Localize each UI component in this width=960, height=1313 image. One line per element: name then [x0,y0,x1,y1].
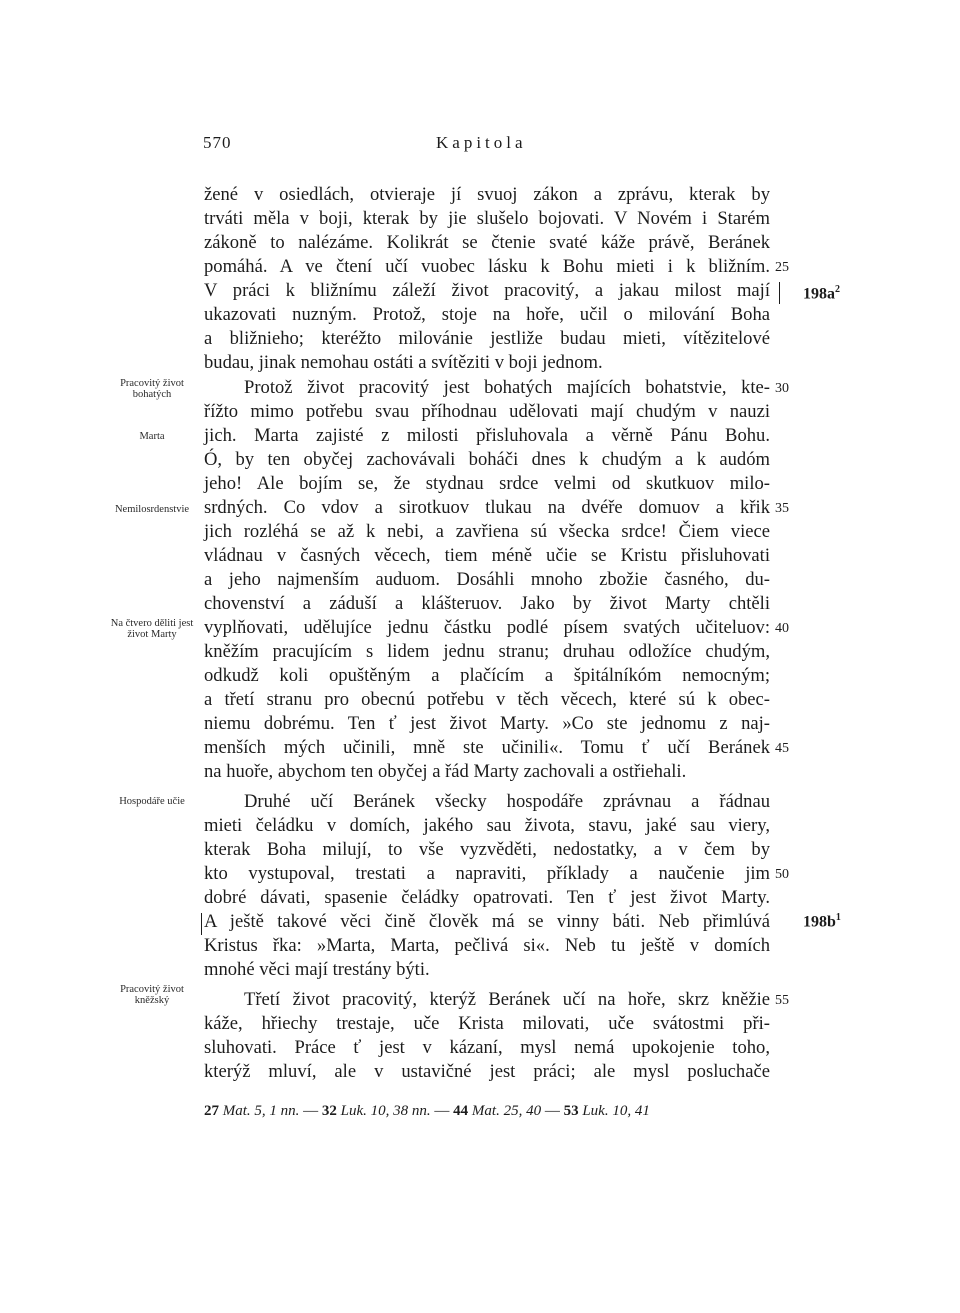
text-line: jich rozléhá se až k nebi, a zavřiena sú všecka srdce! Čiem viece [204,521,770,542]
text-line: A ještě takové věci čině člověk má se vinny báti. Neb přimlúvá [204,911,770,932]
line-number: 35 [775,501,789,516]
margin-note: Marta [139,431,165,442]
text-line: vyplňovati, udělujíce jednu částku podlé písem svatých učiteluov: [204,617,770,638]
margin-note: Nemilosrdenstvie [114,504,190,515]
margin-note: Na čtvero děliti jest život Marty [110,618,194,640]
text-line: menších mých učinili, mně ste učinili«. Tomu ť učí Beránek [204,737,770,758]
text-line: jich. Marta zajisté z milosti přisluhovala a věrně Pánu Bohu. [204,425,770,446]
footnote-ref: Luk. 10, 41 [582,1103,650,1119]
folio-sup: 2 [835,284,840,295]
text-line: dobré dávati, spasenie čeládky opatrovati. Ten ť jest život Marty. [204,887,770,908]
text-line: vládnau v časných věcech, tiem méně učie se Kristu přisluhovati [204,545,770,566]
page-number: 570 [203,133,232,152]
text-line: Protož život pracovitý jest bohatých majících bohatstvie, kte- [244,377,770,398]
text-line: pomáhá. A ve čtení učí vuobec lásku k Bohu mieti i k bližním. [204,256,770,277]
text-line: kto vystupoval, trestati a napraviti, příklady a naučenie jim [204,863,770,884]
text-line: zákoně to nalézáme. Kolikrát se čtenie svaté káže právě, Beránek [204,232,770,253]
footnote-ref: Mat. 25, 40 [471,1103,542,1119]
folio-sup: 1 [835,912,841,923]
text-line: mieti čeládku v domích, jakého sau života, stavu, jaké sau viery, [204,815,770,836]
text-line: kterak Boha milují, to vše vyzvěděti, nedostatky, a v čem by [204,839,770,860]
line-number: 25 [775,260,789,275]
footnote-ref: Luk. 10, 38 nn. [340,1103,431,1119]
text-line: Třetí život pracovitý, kterýž Beránek učí na hoře, skrz kněžie [244,989,770,1010]
footnote-number: 32 [321,1103,337,1119]
footnotes: 27 Mat. 5, 1 nn. — 32 Luk. 10, 38 nn. — 44 Mat. 25, 40 — 53 Luk. 10, 41 [204,1103,650,1119]
text-line: budau, jinak nemohau ostáti a svítěziti v boji jednom. [204,352,603,373]
folio-main: 198a [803,285,835,303]
text-line: jeho! Ale bojím se, že stydnau srdce velmi od skutkuov milo- [204,473,770,494]
footnote-number: 27 [204,1103,219,1119]
text-line: odkudž koli opuštěným a plačícím a špitálníkóm nemocným; [204,665,770,686]
text-line: Druhé učí Beránek všecky hospodáře zprávnau a řádnau [244,791,770,812]
text-line: Kristus řka: »Marta, Marta, pečlivá si«. Neb tu ještě v domích [204,935,770,956]
folio-marker [803,912,841,931]
line-number: 45 [775,741,789,756]
footnote-ref: Mat. 5, 1 nn. [222,1103,300,1119]
text-line: mnohé věci mají trestány býti. [204,959,430,980]
text-line: kterýž mluví, ale v ustavičné jest práci; ale mysl posluchače [204,1061,770,1082]
line-number: 55 [775,993,789,1008]
folio-main: 198b [803,913,836,931]
text-line: a jeho najmenším auduom. Dosáhli mnoho zbožie časného, du- [204,569,770,590]
footnote-number: 44 [453,1103,469,1119]
text-line: ukazovati nuzným. Protož, stoje na hoře, učil o milování Boha [204,304,770,325]
text-line: Ó, by ten obyčej zachovávali boháči dnes k chudým a k audóm [204,449,770,470]
text-line: kněžím pracujícím s lidem jednu stranu; druhau odložíce chudým, [204,641,770,662]
text-line: žené v osiedlách, otvieraje jí svuoj zákon a zprávu, kterak by [204,184,770,205]
text-line: trváti měla v boji, kterak by jie slušelo bojovati. V Novém i Starém [204,208,770,229]
line-number: 40 [775,621,789,636]
text-line: chovenství a záduší a klášteruov. Jako by život Marty chtěli [204,593,770,614]
text-line: na huoře, abychom ten obyčej a řád Marty zachovali a ostřiehali. [204,761,687,782]
text-line: srdných. Co vdov a sirotkuov tlukau na dvéře domuov a křik [204,497,770,518]
line-number: 50 [775,867,789,882]
margin-note: Pracovitý život kněžský [120,984,184,1006]
folio-break-mark [779,282,780,304]
line-number: 30 [775,381,789,396]
text-line: káže, hřiechy trestaje, uče Krista milovati, uče svátostmi při- [204,1013,770,1034]
text-line: V práci k bližnímu záleží život pracovitý, a jakau milost mají [204,280,770,301]
text-line: a třetí stranu pro obecnú potřebu v těch věcech, které sú k obec- [204,689,770,710]
footnote-number: 53 [563,1103,579,1119]
text-line: sluhovati. Práce ť jest v kázaní, mysl nemá upokojenie toho, [204,1037,770,1058]
folio-marker [803,284,840,303]
text-line: řížto mimo potřebu svau příhodnau udělovati mají chudým v nauzi [204,401,770,422]
margin-note: Hospodáře učie [119,796,185,807]
text-line: niemu dobrému. Ten ť jest život Marty. »Co ste jednomu z naj- [204,713,770,734]
running-title: Kapitola [436,133,527,152]
text-line: a bližnieho; kteréžto milovánie jestliže budau mieti, vítězitelové [204,328,770,349]
margin-note: Pracovitý život bohatých [120,378,184,400]
folio-break-mark [201,913,202,935]
